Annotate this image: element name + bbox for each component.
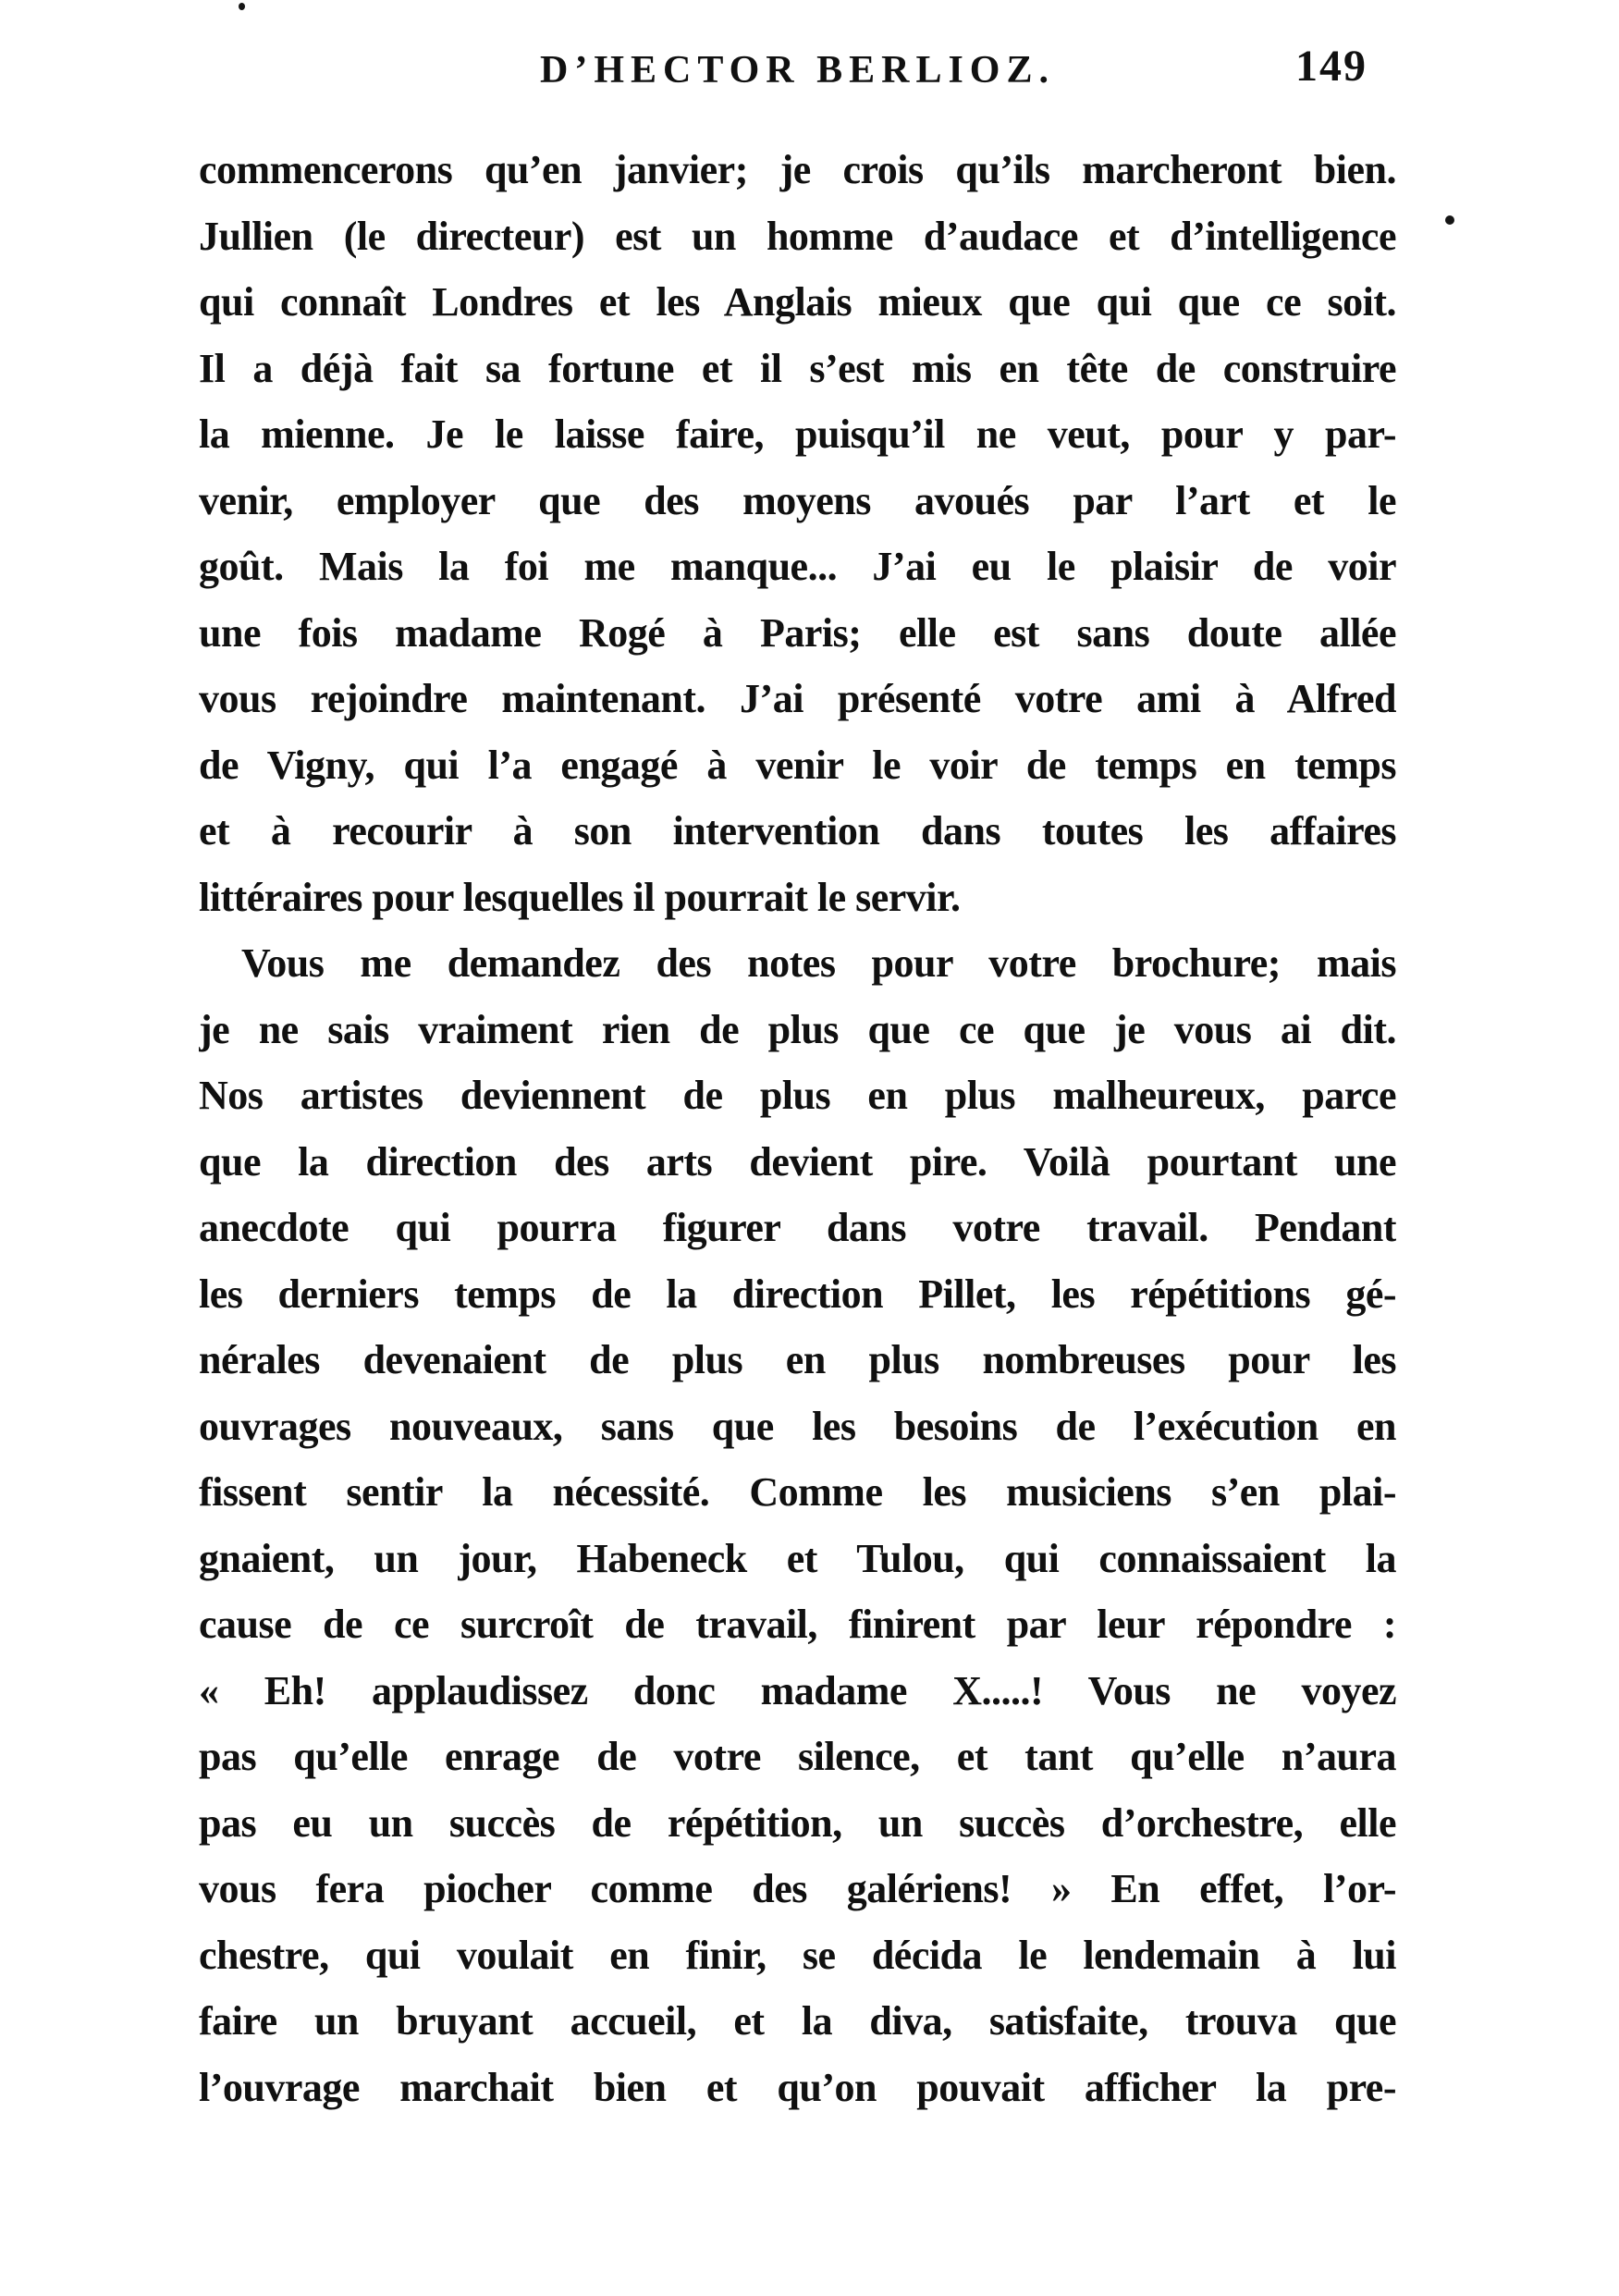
text-line: la mienne. Je le laisse faire, puisqu’il ne veut, pour y par- xyxy=(199,411,1396,457)
text-line: une fois madame Rogé à Paris; elle est sans doute allée xyxy=(199,609,1396,656)
text-line: « Eh! applaudissez donc madame X.....! Vous ne voyez xyxy=(199,1667,1396,1713)
text-line: ouvrages nouveaux, sans que les besoins de l’exécution en xyxy=(199,1403,1396,1449)
text-line: fissent sentir la nécessité. Comme les musiciens s’en plai- xyxy=(199,1469,1396,1515)
text-line: pas eu un succès de répétition, un succès d’orchestre, elle xyxy=(199,1799,1396,1846)
text-line: Vous me demandez des notes pour votre brochure; mais xyxy=(241,940,1396,986)
page-number: 149 xyxy=(1295,42,1368,91)
text-line: Nos artistes deviennent de plus en plus malheureux, parce xyxy=(199,1073,1396,1118)
text-line: faire un bruyant accueil, et la diva, satisfaite, trouva que xyxy=(199,1998,1396,2044)
paragraph xyxy=(199,137,1396,930)
text-block xyxy=(199,137,1396,2120)
ink-speck-right-margin xyxy=(1445,215,1454,225)
text-line: l’ouvrage marchait bien et qu’on pouvait afficher la pre- xyxy=(199,2064,1396,2110)
text-line: anecdote qui pourra figurer dans votre travail. Pendant xyxy=(199,1205,1396,1250)
text-line: qui connaît Londres et les Anglais mieux que qui que ce soit. xyxy=(199,279,1396,325)
text-line: chestre, qui voulait en finir, se décida le lendemain à lui xyxy=(199,1932,1396,1978)
running-head-title: D’HECTOR BERLIOZ. xyxy=(540,49,1055,92)
text-line: gnaient, un jour, Habeneck et Tulou, qui connaissaient la xyxy=(199,1535,1396,1581)
text-line: Il a déjà fait sa fortune et il s’est mis en tête de construire xyxy=(199,345,1396,391)
text-line: de Vigny, qui l’a engagé à venir le voir de temps en temps xyxy=(199,742,1396,788)
text-line: commencerons qu’en janvier; je crois qu’ils marcheront bien. xyxy=(199,147,1396,192)
paragraph xyxy=(199,930,1396,2120)
text-line: et à recourir à son intervention dans toutes les affaires xyxy=(199,808,1396,853)
text-line: vous fera piocher comme des galériens! » En effet, l’or- xyxy=(199,1866,1396,1911)
text-line: les derniers temps de la direction Pillet, les répétitions gé- xyxy=(199,1271,1396,1317)
text-line: que la direction des arts devient pire. Voilà pourtant une xyxy=(199,1138,1396,1185)
ink-speck-top xyxy=(239,3,245,10)
text-line: vous rejoindre maintenant. J’ai présenté votre ami à Alfred xyxy=(199,676,1396,721)
text-line: goût. Mais la foi me manque... J’ai eu le plaisir de voir xyxy=(199,544,1396,589)
text-line: nérales devenaient de plus en plus nombreuses pour les xyxy=(199,1337,1396,1382)
text-line: pas qu’elle enrage de votre silence, et tant qu’elle n’aura xyxy=(199,1734,1396,1779)
text-line: je ne sais vraiment rien de plus que ce que je vous ai dit. xyxy=(199,1006,1396,1052)
text-line: venir, employer que des moyens avoués par l’art et le xyxy=(199,477,1396,523)
text-line: littéraires pour lesquelles il pourrait le servir. xyxy=(199,874,961,920)
text-line: cause de ce surcroît de travail, finirent par leur répondre : xyxy=(199,1602,1396,1647)
text-line: Jullien (le directeur) est un homme d’audace et d’intelligence xyxy=(199,213,1396,259)
